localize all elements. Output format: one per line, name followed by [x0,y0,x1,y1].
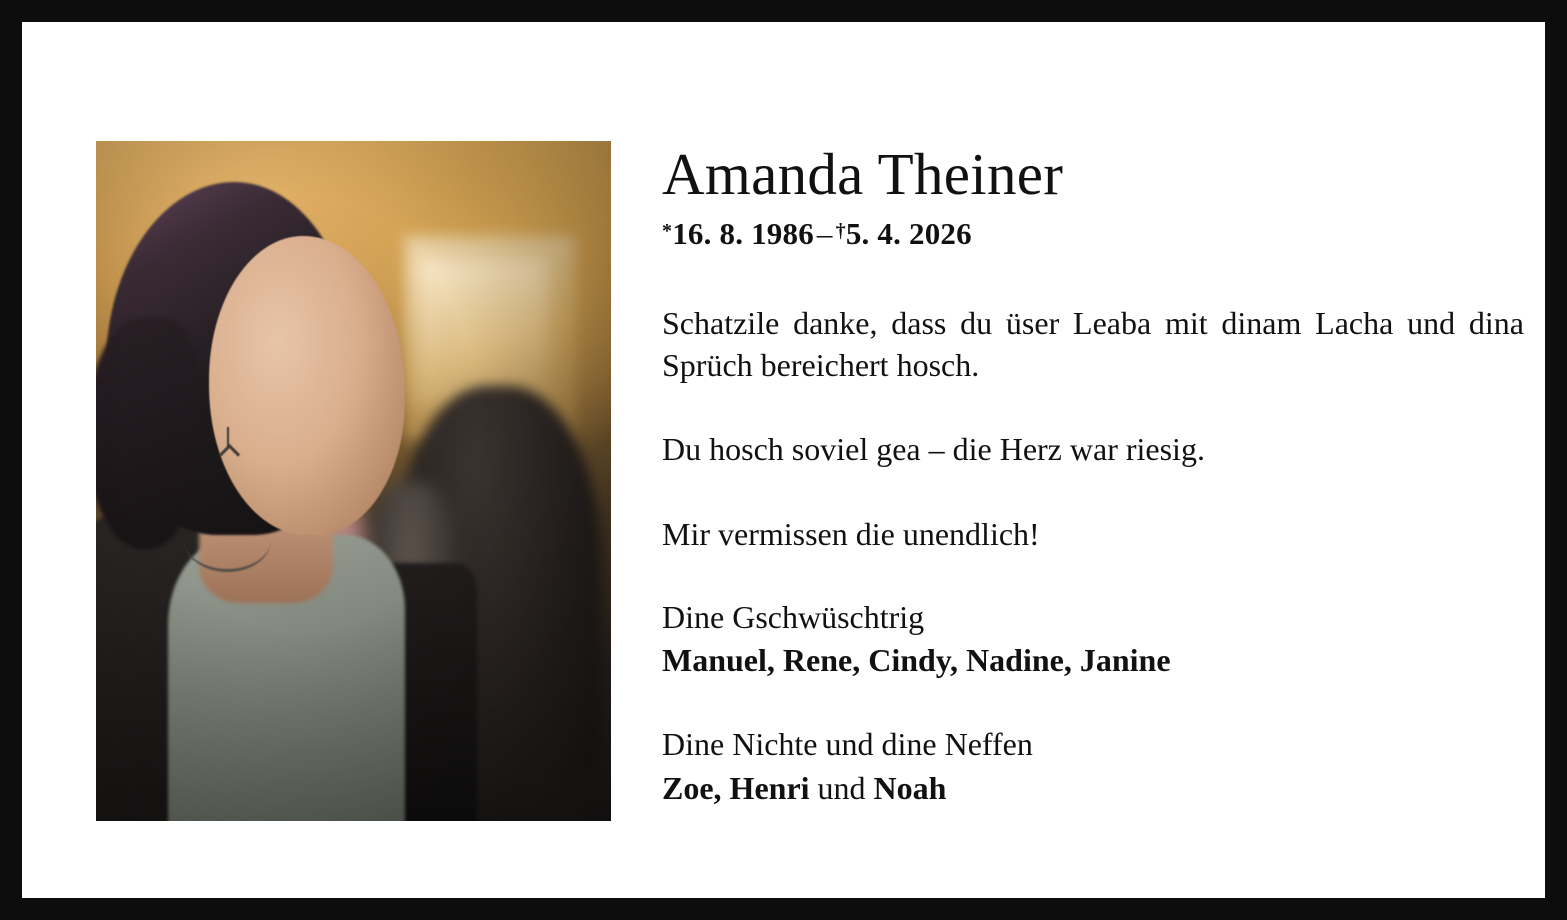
portrait-photo [96,141,611,821]
obituary-inner [44,44,1523,876]
signatory-names-primary: Zoe, Henri [662,769,810,806]
signatory-names-tail: Noah [873,769,947,806]
message-paragraph-1: Schatzile danke, dass du üser Leaba mit dinam Lacha und dina Sprüch bereichert hosch. [662,304,1524,384]
message-paragraph-3: Mir vermissen die unendlich! [662,515,1040,552]
date-separator: – [816,215,833,251]
signatory-lead: Dine Gschwüschtrig [662,598,925,635]
signatory-names-primary: Manuel, Rene, Cindy, Nadine, Janine [662,642,1171,679]
birth-symbol: * [662,219,673,242]
signatory-group-siblings [662,597,1542,682]
signatory-names [662,768,1542,810]
death-symbol: † [835,219,846,242]
text-column [662,141,1542,809]
deceased-name: Amanda Theiner [662,141,1064,207]
life-dates [662,216,1542,252]
birth-date: 16. 8. 1986 [672,215,814,251]
signatory-group-niece-nephews [662,724,1542,809]
signatory-names-conjunction: und [809,769,874,806]
message-paragraph-2: Du hosch soviel gea – die Herz war riesig. [662,431,1205,468]
death-date: 5. 4. 2026 [845,215,972,251]
photo-vignette [96,141,611,821]
portrait-frame [96,141,611,821]
signatory-names [662,640,1542,682]
signatory-lead: Dine Nichte und dine Neffen [662,726,1033,763]
